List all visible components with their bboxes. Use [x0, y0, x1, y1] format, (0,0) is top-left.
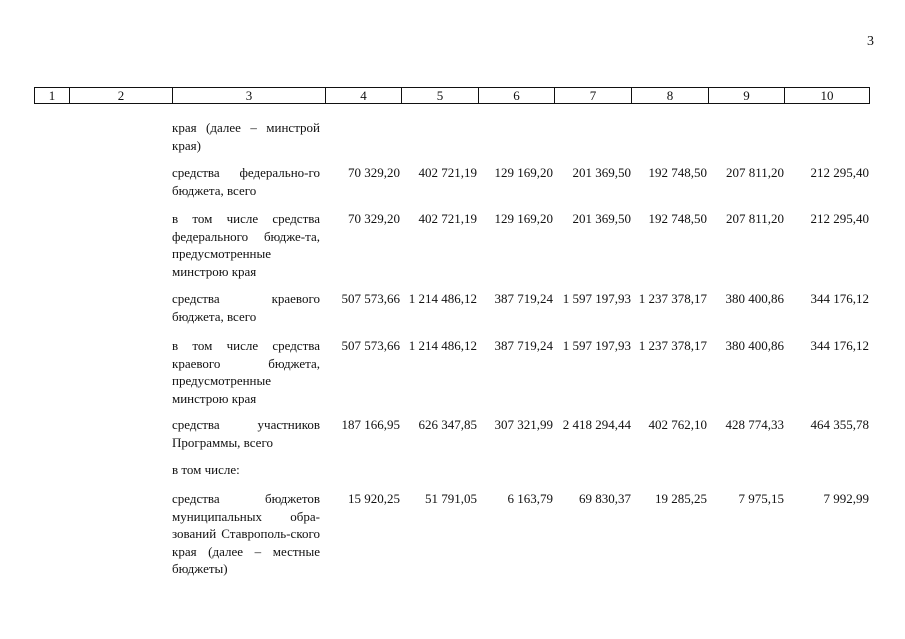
value-col-6: 387 719,24	[494, 291, 553, 306]
value-col-9: 207 811,20	[725, 211, 784, 226]
row-label: в том числе средства федерального бюдже-та, предусмотренные минстрою края	[172, 211, 320, 279]
header-col-4: 4	[326, 88, 402, 103]
value-col-4: 70 329,20	[348, 165, 400, 180]
value-col-8: 1 237 378,17	[638, 291, 707, 306]
value-col-10: 212 295,40	[810, 165, 869, 180]
header-col-6: 6	[479, 88, 555, 103]
value-col-5: 626 347,85	[418, 417, 477, 432]
row-label: средства краевого бюджета, всего	[172, 291, 320, 324]
value-col-6: 129 169,20	[494, 165, 553, 180]
value-col-4: 507 573,66	[341, 338, 400, 353]
value-col-6: 129 169,20	[494, 211, 553, 226]
header-col-7: 7	[555, 88, 632, 103]
header-col-8: 8	[632, 88, 709, 103]
value-col-10: 344 176,12	[810, 338, 869, 353]
value-col-9: 207 811,20	[725, 165, 784, 180]
header-col-5: 5	[402, 88, 479, 103]
value-col-10: 212 295,40	[810, 211, 869, 226]
table-header	[34, 87, 870, 104]
value-col-9: 380 400,86	[725, 338, 784, 353]
value-col-8: 1 237 378,17	[638, 338, 707, 353]
value-col-6: 307 321,99	[494, 417, 553, 432]
header-col-10: 10	[820, 88, 834, 103]
value-col-8: 402 762,10	[648, 417, 707, 432]
header-col-3: 3	[173, 88, 326, 103]
row-label: средства бюджетов муниципальных обра-зований Ставрополь-ского края (далее – местные бюджеты)	[172, 491, 320, 576]
value-col-7: 2 418 294,44	[562, 417, 631, 432]
page-number: 3	[867, 34, 874, 49]
value-col-6: 6 163,79	[507, 491, 553, 506]
value-col-7: 201 369,50	[572, 165, 631, 180]
value-col-4: 70 329,20	[348, 211, 400, 226]
value-col-7: 1 597 197,93	[562, 338, 631, 353]
value-col-5: 1 214 486,12	[408, 338, 477, 353]
value-col-10: 344 176,12	[810, 291, 869, 306]
value-col-9: 380 400,86	[725, 291, 784, 306]
value-col-5: 402 721,19	[418, 165, 477, 180]
row-label: в том числе средства краевого бюджета, предусмотренные минстрою края	[172, 338, 320, 406]
value-col-7: 201 369,50	[572, 211, 631, 226]
value-col-6: 387 719,24	[494, 338, 553, 353]
row-label: края (далее – минстрой края)	[172, 120, 320, 153]
value-col-9: 7 975,15	[738, 491, 784, 506]
header-col-1: 1	[35, 88, 70, 103]
header-col-2: 2	[70, 88, 173, 103]
row-label: средства участников Программы, всего	[172, 417, 320, 450]
value-col-8: 192 748,50	[648, 165, 707, 180]
row-label: в том числе:	[172, 462, 240, 477]
value-col-10: 464 355,78	[810, 417, 869, 432]
value-col-9: 428 774,33	[725, 417, 784, 432]
value-col-8: 19 285,25	[655, 491, 707, 506]
value-col-5: 402 721,19	[418, 211, 477, 226]
row-label: средства федерально-го бюджета, всего	[172, 165, 320, 198]
value-col-8: 192 748,50	[648, 211, 707, 226]
value-col-4: 187 166,95	[341, 417, 400, 432]
value-col-4: 15 920,25	[348, 491, 400, 506]
value-col-4: 507 573,66	[341, 291, 400, 306]
header-col-9: 9	[709, 88, 785, 103]
value-col-5: 1 214 486,12	[408, 291, 477, 306]
value-col-10: 7 992,99	[823, 491, 869, 506]
value-col-7: 1 597 197,93	[562, 291, 631, 306]
value-col-5: 51 791,05	[425, 491, 477, 506]
value-col-7: 69 830,37	[579, 491, 631, 506]
